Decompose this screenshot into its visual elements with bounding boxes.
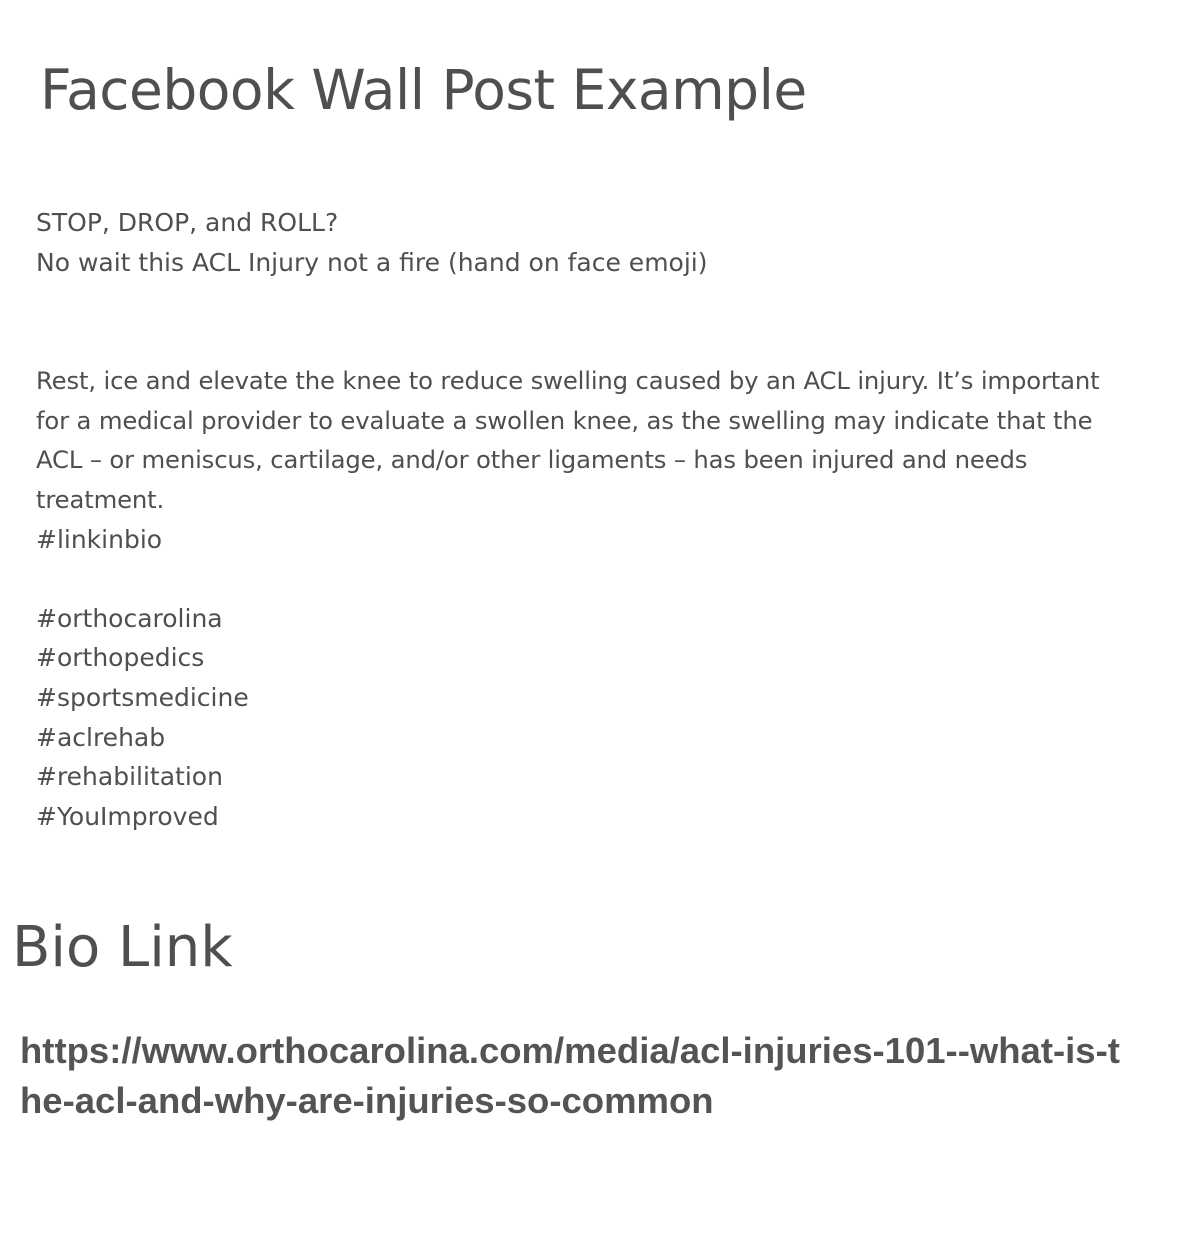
hashtag[interactable]: #aclrehab: [36, 722, 166, 752]
post-spacer: [36, 282, 1146, 361]
post-body: Rest, ice and elevate the knee to reduce swelling caused by an ACL injury. It’s important for a medical provider to evaluate a swollen knee, as the swelling may indicate that the ACL – or meniscus, cartilage, and/or other ligaments – has been injured and needs treatment.: [36, 366, 1100, 514]
hashtag[interactable]: #YouImproved: [36, 801, 219, 831]
hashtag[interactable]: #rehabilitation: [36, 762, 223, 792]
hashtag[interactable]: #orthocarolina: [36, 603, 223, 633]
bio-link-heading: Bio Link: [12, 915, 233, 980]
post-headline: STOP, DROP, and ROLL?: [36, 208, 339, 237]
hashtag[interactable]: #orthopedics: [36, 643, 205, 673]
wall-post: [36, 203, 1146, 836]
link-in-bio-tag[interactable]: #linkinbio: [36, 524, 163, 554]
post-subheadline: No wait this ACL Injury not a fire (hand on face emoji): [36, 247, 708, 277]
post-spacer: [36, 559, 1146, 599]
bio-link-url[interactable]: https://www.orthocarolina.com/media/acl-injuries-101--what-is-the-acl-and-why-are-injuries-so-common: [20, 1030, 1120, 1121]
page-title: Facebook Wall Post Example: [40, 58, 807, 122]
hashtag[interactable]: #sportsmedicine: [36, 682, 249, 712]
